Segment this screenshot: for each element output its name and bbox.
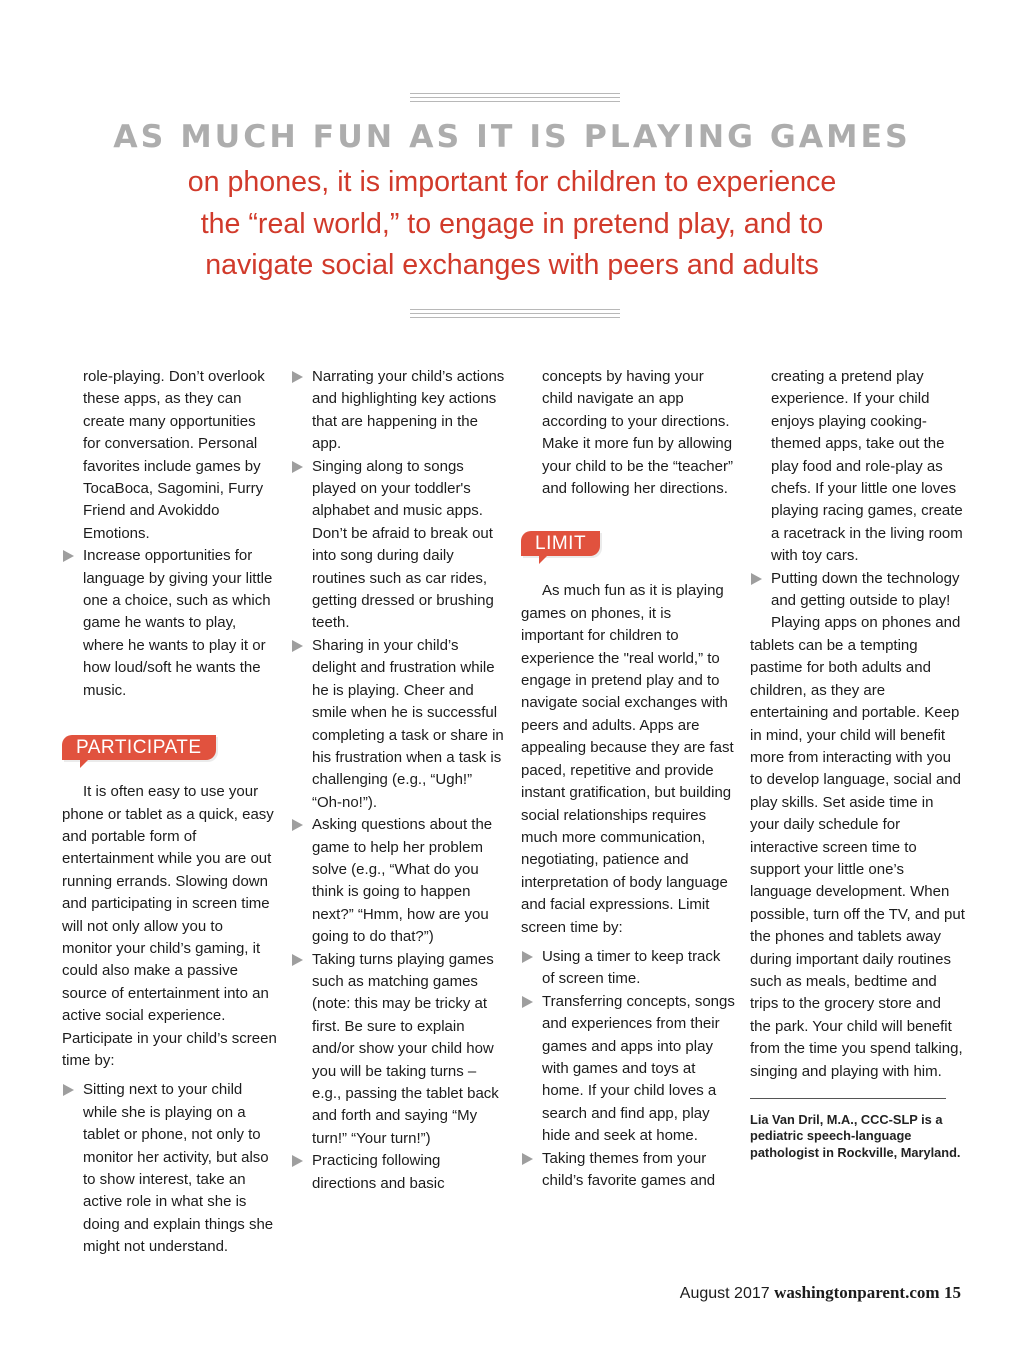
section-intro: As much fun as it is playing games on phones, it is important for children to experience the "real world,” to engage in pretend play and to navigate social exchanges with peers and adults. Apps are appealing because they are fast paced, repetitive and provide instant gratification, but building social relationships requires much more communication, negotiating, patience and interpretation of body language and facial expressions. Limit screen time by: <box>521 582 734 936</box>
column-2 <box>291 366 506 1195</box>
paragraph-continued: creating a pretend play experience. If your child enjoys playing cooking-themed apps, take out the play food and role-play as chefs. If your little one loves playing racing games, create a racetrack in the living room with toy cars. <box>771 368 963 565</box>
bullet-item: Asking questions about the game to help her problem solve (e.g., “What do you think is going to happen next?” “Hmm, how are you going to do that?”) <box>291 814 506 948</box>
paragraph-continued: concepts by having your child navigate an app according to your directions. Make it more fun by allowing your child to be the “teacher” and following her directions. <box>542 368 733 498</box>
bullet-item: Practicing following directions and basic <box>291 1150 506 1195</box>
footer-site: washingtonparent.com <box>774 1283 940 1302</box>
bullet-item: Increase opportunities for language by giving your little one a choice, such as which game he wants to play, where he wants to play it or how loud/soft he wants the music. <box>62 545 277 702</box>
paragraph-continued: role-playing. Don’t overlook these apps, as they can create many opportunities for conversation. Personal favorites include games by TocaBoca, Sagomini, Furry Friend and Avokiddo Emotions. <box>83 368 265 542</box>
bottom-divider <box>410 309 620 321</box>
pull-quote-body <box>0 162 1024 287</box>
pull-quote-line: on phones, it is important for children to experience <box>187 166 837 198</box>
bullet-item: Sitting next to your child while she is playing on a tablet or phone, not only to monitor her activity, but also to show interest, take an active role in what she is doing and explain things she might not understand. <box>62 1079 277 1258</box>
bullet-item: Singing along to songs played on your toddler's alphabet and music apps. Don’t be afraid to break out into song during daily routines such as car rides, getting dressed or brushing teeth. <box>291 456 506 635</box>
pull-quote-line: the “real world,” to engage in pretend play, and to <box>200 207 824 240</box>
page-footer <box>680 1283 961 1303</box>
column-4 <box>750 366 965 1161</box>
section-intro: It is often easy to use your phone or tablet as a quick, easy and portable form of entertainment while you are out running errands. Slowing down and participating in screen time will not only allow you to monitor your child’s gaming, it could also make a passive source of entertainment into an active social experience. Participate in your child’s screen time by: <box>62 783 277 1069</box>
footer-page-number: 15 <box>944 1283 961 1302</box>
author-bio: Lia Van Dril, M.A., CCC-SLP is a pediatric speech-language pathologist in Rockville, Maryland. <box>750 1112 961 1160</box>
bio-divider <box>750 1098 946 1099</box>
bullet-item: Taking themes from your child’s favorite games and <box>521 1148 736 1193</box>
bullet-item: Narrating your child’s actions and highlighting key actions that are happening in the app. <box>291 366 506 456</box>
closing-paragraph: Playing apps on phones and tablets can be a tempting pastime for both adults and children, as they are entertaining and portable. Keep in mind, your child will benefit more from interacting with you to develop language, social and play skills. Set aside time in your daily schedule for interactive screen time to support your little one’s language development. When possible, turn off the TV, and put the phones and tablets away during important daily routines such as meals, bedtime and trips to the grocery store and the park. Your child will benefit from the time you spend talking, singing and playing with him. <box>750 614 965 1080</box>
bullet-item: Sharing in your child’s delight and frustration while he is playing. Cheer and smile when he is successful completing a task or share in his frustration when a task is challenging (e.g., “Ugh!” “Oh-no!”). <box>291 635 506 814</box>
section-tag-limit: LIMIT <box>521 531 600 556</box>
pull-quote-lead: AS MUCH FUN AS IT IS PLAYING GAMES <box>113 119 911 155</box>
section-tag-participate: PARTICIPATE <box>62 735 216 760</box>
footer-issue: August 2017 <box>679 1285 770 1302</box>
column-1 <box>62 366 277 1259</box>
bullet-item: Transferring concepts, songs and experiences from their games and apps into play with games and toys at home. If your child loves a search and find app, play hide and seek at home. <box>521 991 736 1148</box>
bullet-item: Taking turns playing games such as matching games (note: this may be tricky at first. Be sure to explain and/or show your child how you will be taking turns – e.g., passing the tablet back and forth and saying “My turn!” “Your turn!”) <box>291 949 506 1151</box>
pull-quote-line: navigate social exchanges with peers and adults <box>205 249 819 281</box>
top-divider <box>410 93 620 105</box>
bullet-item: Using a timer to keep track of screen time. <box>521 946 736 991</box>
bullet-item: Putting down the technology and getting outside to play! <box>750 568 965 613</box>
column-3 <box>521 366 736 1192</box>
